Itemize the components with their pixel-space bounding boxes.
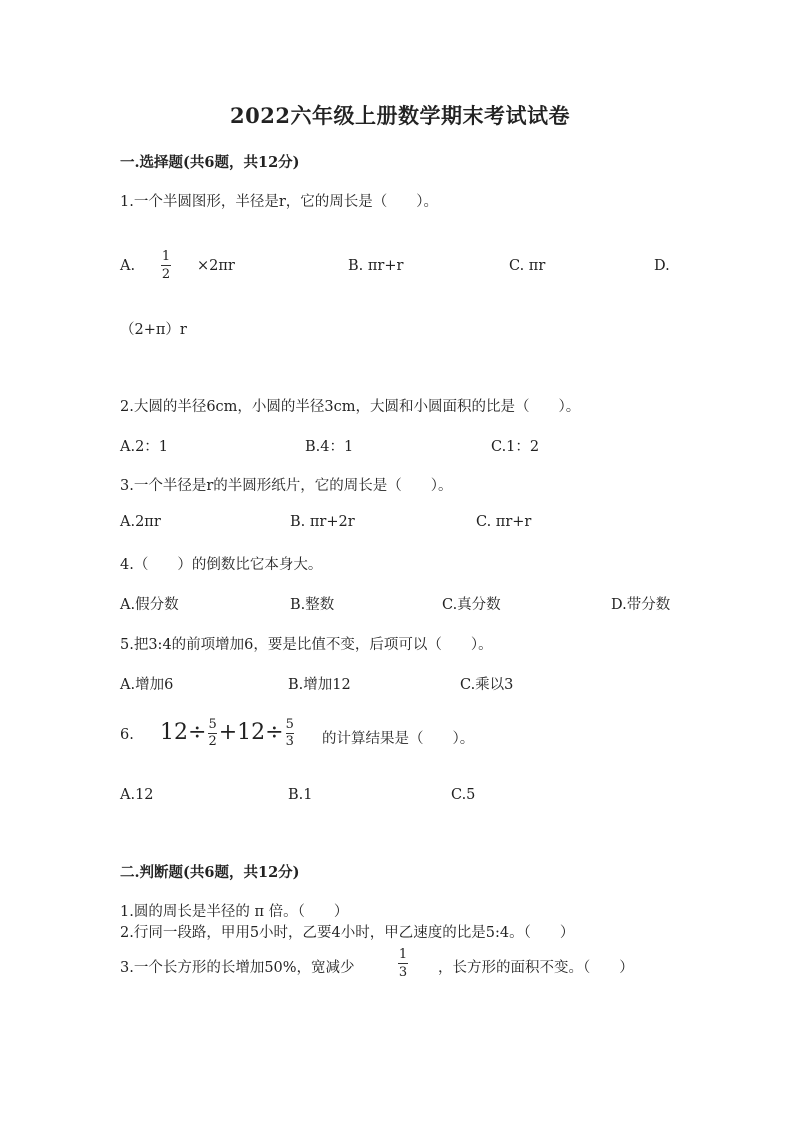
question-1: 1.一个半圆图形，半径是r，它的周长是（ ）。 xyxy=(120,194,439,210)
q5-option-c: C.乘以3 xyxy=(460,677,514,693)
section-heading-judgment: 二.判断题(共6题，共12分) xyxy=(120,864,300,881)
question-5: 5.把3:4的前项增加6，要是比值不变，后项可以（ ）。 xyxy=(120,637,493,653)
expr-part-a: 12÷ xyxy=(160,720,207,746)
fraction-bar xyxy=(398,963,408,964)
q6-option-c: C.5 xyxy=(451,787,476,803)
fraction-denominator: 3 xyxy=(398,965,408,980)
q1-option-c: C. πr xyxy=(509,258,546,274)
question-4: 4.（ ）的倒数比它本身大。 xyxy=(120,557,323,573)
question-2: 2.大圆的半径6cm，小圆的半径3cm，大圆和小圆面积的比是（ ）。 xyxy=(120,399,581,415)
fraction-bar xyxy=(161,265,171,266)
q1-option-a-rest: ×2πr xyxy=(197,258,235,274)
fraction-denominator: 3 xyxy=(285,733,294,749)
q4-option-a: A.假分数 xyxy=(120,597,179,613)
q2-option-c: C.1：2 xyxy=(491,439,540,455)
judgment-3-part-a: 3.一个长方形的长增加50%，宽减少 xyxy=(120,960,355,976)
question-6-label: 6. xyxy=(120,727,134,743)
q1-option-d-label: D. xyxy=(654,258,670,274)
judgment-3-part-b: ，长方形的面积不变。（ ） xyxy=(438,960,634,976)
fraction-5-2 xyxy=(208,718,216,748)
question-3: 3.一个半径是r的半圆形纸片，它的周长是（ ）。 xyxy=(120,478,453,494)
fraction-numerator: 1 xyxy=(161,249,171,264)
fraction-numerator: 5 xyxy=(208,717,217,732)
q4-option-c: C.真分数 xyxy=(442,597,501,613)
q1-option-a-fraction xyxy=(161,250,171,281)
fraction-5-3 xyxy=(286,718,294,748)
q3-option-c: C. πr+r xyxy=(476,514,532,530)
page-title: 2022六年级上册数学期末考试试卷 xyxy=(230,103,570,128)
judgment-2: 2.行同一段路，甲用5小时，乙要4小时，甲乙速度的比是5:4。（ ） xyxy=(120,925,575,941)
fraction-denominator: 2 xyxy=(161,267,171,282)
question-6-expression xyxy=(160,718,296,748)
fraction-numerator: 1 xyxy=(398,947,408,962)
expr-part-b: +12÷ xyxy=(218,720,284,746)
section-heading-choice: 一.选择题(共6题，共12分) xyxy=(120,154,300,171)
q2-option-a: A.2：1 xyxy=(120,439,169,455)
fraction-denominator: 2 xyxy=(208,733,217,749)
judgment-1: 1.圆的周长是半径的 π 倍。（ ） xyxy=(120,904,349,920)
q3-option-a: A.2πr xyxy=(120,514,161,530)
fraction-numerator: 5 xyxy=(285,717,294,732)
q1-option-a-label: A. xyxy=(120,258,136,274)
q1-option-d-rest: （2+π）r xyxy=(120,322,187,338)
q2-option-b: B.4：1 xyxy=(305,439,354,455)
judgment-3-fraction xyxy=(398,948,408,979)
q6-option-a: A.12 xyxy=(120,787,154,803)
q3-option-b: B. πr+2r xyxy=(290,514,355,530)
q6-option-b: B.1 xyxy=(288,787,313,803)
q4-option-b: B.整数 xyxy=(290,597,335,613)
q5-option-b: B.增加12 xyxy=(288,677,351,693)
q4-option-d: D.带分数 xyxy=(611,597,671,613)
q1-option-b: B. πr+r xyxy=(348,258,404,274)
q5-option-a: A.增加6 xyxy=(120,677,174,693)
question-6-text: 的计算结果是（ ）。 xyxy=(322,731,475,747)
